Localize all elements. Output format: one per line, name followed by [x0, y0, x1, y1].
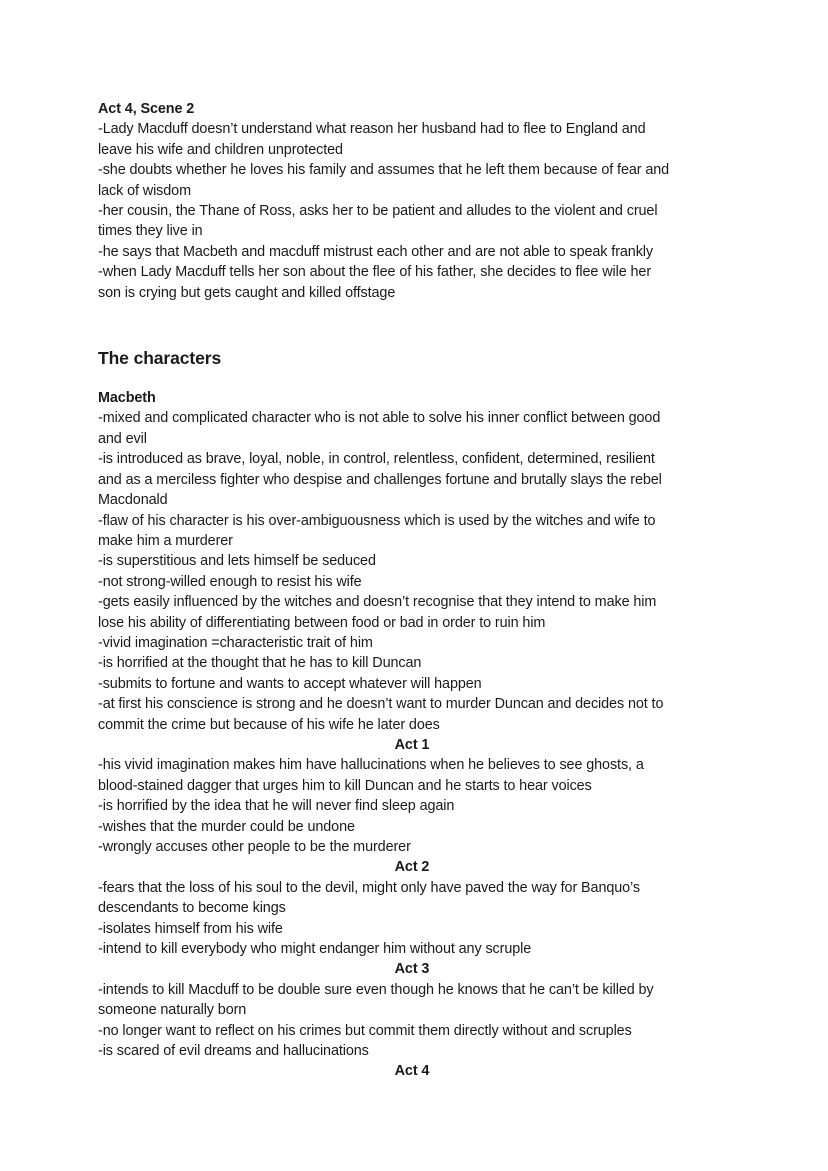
- section-heading: The characters: [98, 348, 222, 369]
- note-line: -flaw of his character is his over-ambiguousness which is used by the witches and wife to: [98, 512, 656, 529]
- note-line: -wrongly accuses other people to be the murderer: [98, 839, 411, 855]
- note-line: -is scared of evil dreams and hallucinations: [98, 1043, 369, 1060]
- note-line: -mixed and complicated character who is not able to solve his inner conflict between good: [98, 410, 661, 427]
- act-notes: [98, 878, 738, 960]
- note-line: -fears that the loss of his soul to the devil, might only have paved the way for Banquo’s: [98, 879, 640, 896]
- note-line: blood-stained dagger that urges him to kill Duncan and he starts to hear voices: [98, 777, 592, 794]
- act-heading: Act 2: [394, 859, 430, 876]
- scene-line: -Lady Macduff doesn’t understand what reason her husband had to flee to England and: [98, 121, 646, 138]
- act-heading: Act 3: [394, 961, 430, 978]
- note-line: descendants to become kings: [98, 900, 286, 917]
- note-line: -is horrified by the idea that he will never find sleep again: [98, 798, 455, 815]
- scene-line: -when Lady Macduff tells her son about the flee of his father, she decides to flee wile her: [98, 264, 652, 281]
- note-line: someone naturally born: [98, 1002, 247, 1019]
- note-line: -gets easily influenced by the witches and doesn’t recognise that they intend to make him: [98, 594, 657, 611]
- note-line: -vivid imagination =characteristic trait of him: [98, 634, 373, 651]
- scene-line: son is crying but gets caught and killed offstage: [98, 284, 396, 301]
- note-line: commit the crime but because of his wife he later does: [98, 716, 440, 733]
- character-heading: Macbeth: [98, 390, 156, 407]
- act-heading: Act 1: [394, 736, 430, 753]
- note-line: Macdonald: [98, 492, 168, 509]
- character-notes: [98, 408, 738, 735]
- note-line: and as a merciless fighter who despise and challenges fortune and brutally slays the rebel: [98, 471, 662, 488]
- note-line: -no longer want to reflect on his crimes but commit them directly without and scruples: [98, 1022, 632, 1039]
- note-line: -wishes that the murder could be undone: [98, 818, 355, 835]
- note-line: -is introduced as brave, loyal, noble, in control, relentless, confident, determined, resilient: [98, 451, 655, 468]
- scene-line: -she doubts whether he loves his family and assumes that he left them because of fear and: [98, 162, 670, 179]
- note-line: -at first his conscience is strong and he doesn’t want to murder Duncan and decides not to: [98, 696, 664, 713]
- scene-heading: Act 4, Scene 2: [98, 101, 195, 117]
- note-line: lose his ability of differentiating between food or bad in order to ruin him: [98, 614, 546, 631]
- scene-line: leave his wife and children unprotected: [98, 141, 343, 158]
- note-line: -his vivid imagination makes him have hallucinations when he believes to see ghosts, a: [98, 757, 644, 774]
- note-line: -isolates himself from his wife: [98, 920, 283, 937]
- note-line: -submits to fortune and wants to accept whatever will happen: [98, 675, 482, 692]
- document-content: [98, 99, 738, 1082]
- scene-line: -her cousin, the Thane of Ross, asks her to be patient and alludes to the violent and cruel: [98, 203, 658, 220]
- note-line: and evil: [98, 430, 147, 447]
- note-line: -not strong-willed enough to resist his wife: [98, 573, 362, 590]
- note-line: make him a murderer: [98, 532, 233, 549]
- scene-line: times they live in: [98, 223, 203, 240]
- note-line: -intend to kill everybody who might endanger him without any scruple: [98, 941, 532, 958]
- act-notes: [98, 755, 738, 857]
- scene-line: lack of wisdom: [98, 182, 191, 199]
- act-notes: [98, 980, 738, 1062]
- note-line: -intends to kill Macduff to be double sure even though he knows that he can’t be killed by: [98, 981, 654, 998]
- note-line: -is superstitious and lets himself be seduced: [98, 553, 376, 570]
- scene-notes: [98, 119, 738, 303]
- scene-line: -he says that Macbeth and macduff mistrust each other and are not able to speak frankly: [98, 243, 653, 260]
- act-heading: Act 4: [394, 1063, 430, 1080]
- note-line: -is horrified at the thought that he has to kill Duncan: [98, 655, 422, 672]
